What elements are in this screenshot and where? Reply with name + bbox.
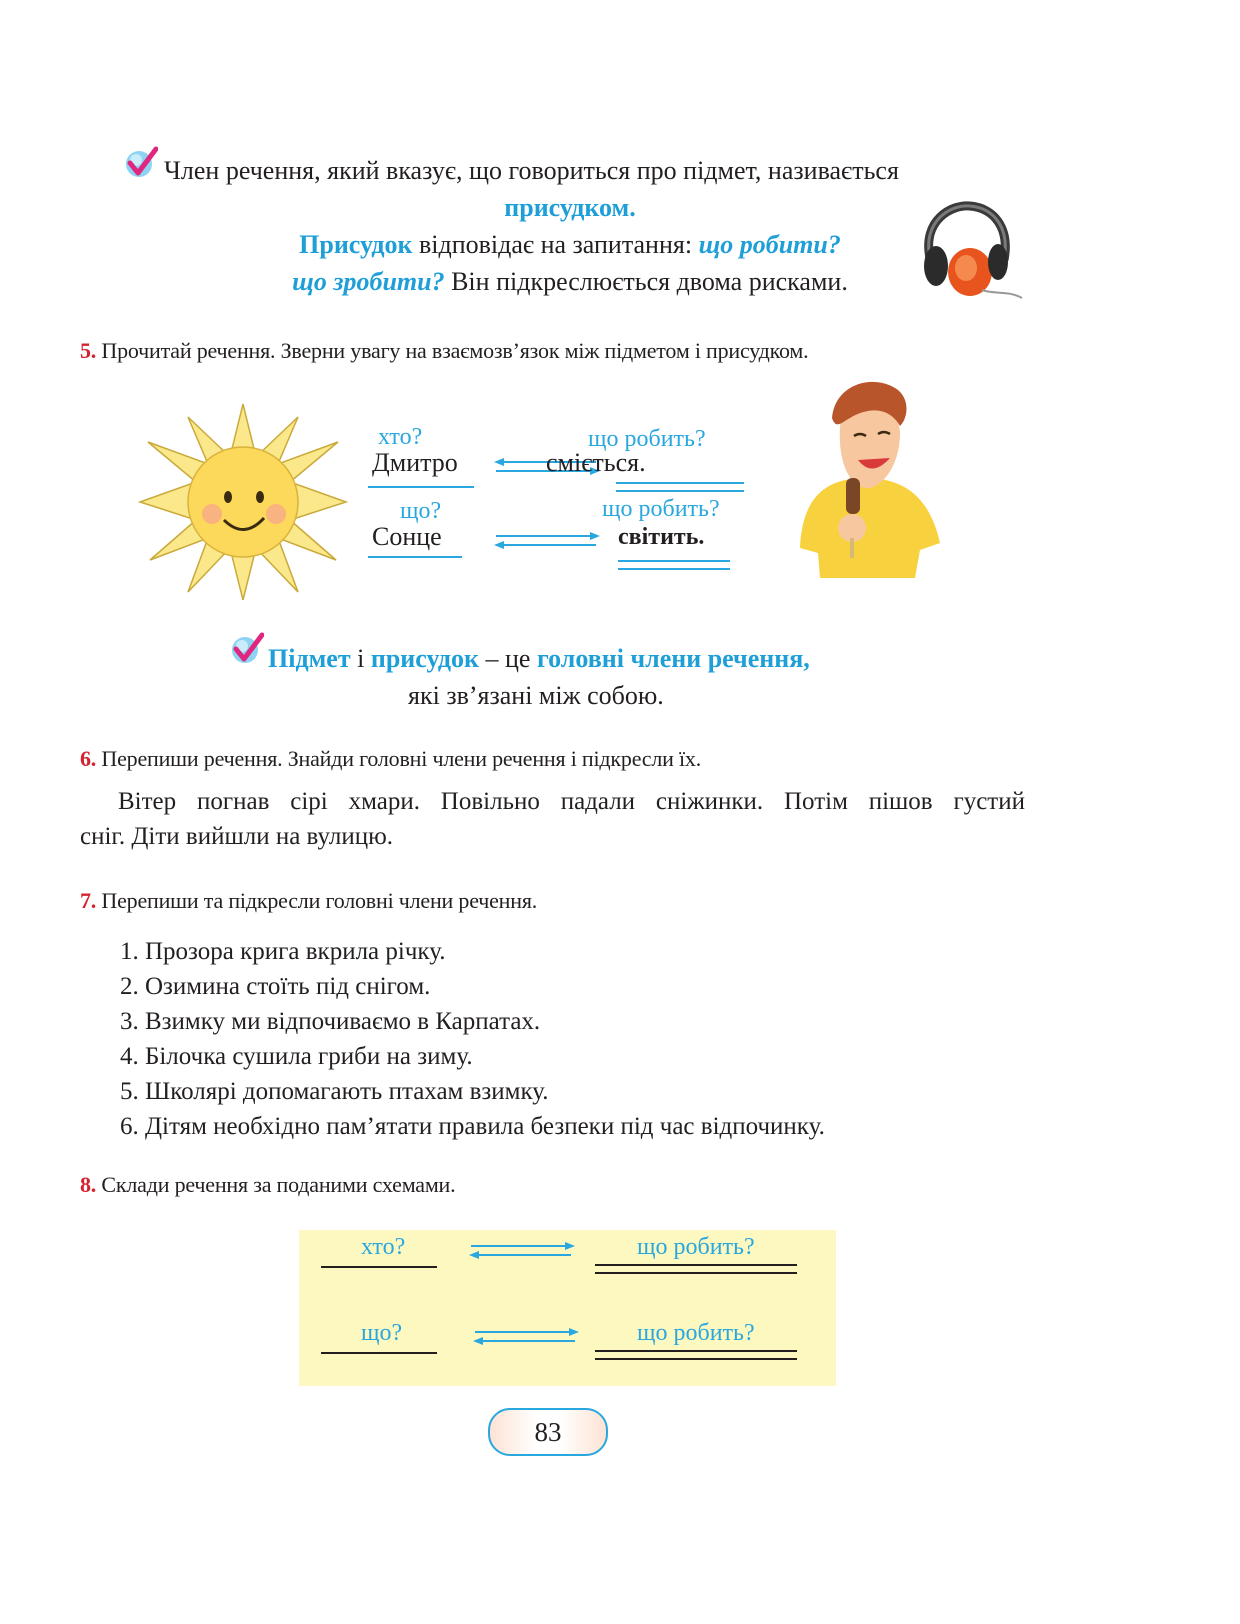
scheme2-predicate-line-1	[595, 1350, 797, 1352]
row1-subject-question: хто?	[378, 424, 423, 450]
row1-predicate-underline-1	[616, 482, 744, 484]
task-7	[80, 888, 537, 914]
rule-1-line1: Член речення, який вказує, що говориться про підмет, називається	[164, 156, 899, 185]
task-6-paragraph-line2: сніг. Діти вийшли на вулицю.	[80, 823, 394, 850]
rule-1-text: відповідає на запитання:	[412, 230, 699, 259]
task-5-number: 5.	[80, 338, 97, 363]
list-item: 5. Школярі допомагають птахам взимку.	[120, 1078, 549, 1105]
row1-predicate: сміється.	[546, 448, 646, 477]
row2-predicate: світить.	[618, 524, 705, 550]
task-6-number: 6.	[80, 746, 97, 771]
scheme1-subject-line	[321, 1266, 437, 1268]
row2-subject-underline	[368, 556, 462, 558]
task-6-instruction: Перепиши речення. Знайди головні члени речення і підкресли їх.	[101, 746, 702, 771]
rule-2-text: – це	[478, 644, 537, 673]
scheme1-predicate-line-2	[595, 1272, 797, 1274]
scheme1-subject-question: хто?	[361, 1234, 406, 1260]
scheme2-subject-question: що?	[361, 1320, 403, 1346]
list-item: 1. Прозора крига вкрила річку.	[120, 938, 446, 965]
task-6-paragraph	[80, 784, 1025, 854]
task-8	[80, 1172, 455, 1198]
row2-predicate-underline-2	[618, 568, 730, 570]
rule-1-text-2: Він підкреслюється двома рисками.	[444, 267, 848, 296]
row1-subject-underline	[368, 486, 474, 488]
task-6-paragraph-line1: Вітер погнав сірі хмари. Повільно падали сніжинки. Потім пішов густий	[118, 788, 1025, 815]
row2-double-arrow	[492, 530, 602, 552]
list-item: 4. Білочка сушила гриби на зиму.	[120, 1043, 473, 1070]
page-number: 83	[534, 1417, 562, 1447]
task-5-instruction: Прочитай речення. Зверни увагу на взаємозв’язок між підметом і присудком.	[101, 338, 809, 363]
list-item: 6. Дітям необхідно пам’ятати правила безпеки під час відпочинку.	[120, 1113, 825, 1140]
rule-2-conj: і	[350, 644, 371, 673]
scheme-box	[299, 1230, 836, 1386]
row2-subject-question: що?	[400, 498, 442, 524]
rule-1-term-2: Присудок	[299, 230, 413, 259]
rule-2-term-main: головні члени речення,	[536, 644, 810, 673]
rule-2-line2: які зв’язані між собою.	[408, 681, 664, 710]
rule-1-question-1: що робити?	[698, 230, 841, 259]
task-7-list	[120, 934, 825, 1144]
scheme2-subject-line	[321, 1352, 437, 1354]
rule-2-term-predicate: присудок	[370, 644, 479, 673]
scheme1-predicate-line-1	[595, 1264, 797, 1266]
sun-illustration	[138, 402, 348, 602]
scheme2-predicate-question: що робить?	[637, 1320, 755, 1346]
row2-predicate-question: що робить?	[602, 496, 720, 522]
rule-2-term-subject: Підмет	[268, 644, 351, 673]
rule-2	[230, 640, 1020, 714]
row1-subject: Дмитро	[372, 448, 458, 477]
row2-predicate-underline-1	[618, 560, 730, 562]
task-7-instruction: Перепиши та підкресли головні члени речення.	[101, 888, 538, 913]
rule-1-question-2: що зробити?	[292, 267, 445, 296]
task-6	[80, 746, 701, 772]
boy-illustration	[780, 378, 950, 578]
row1-predicate-underline-2	[616, 490, 744, 492]
list-item: 2. Озимина стоїть під снігом.	[120, 973, 431, 1000]
task-7-number: 7.	[80, 888, 97, 913]
rule-1-term: присудком.	[504, 193, 636, 222]
headphones-icon	[912, 200, 1027, 305]
rule-1	[150, 152, 990, 300]
row2-subject: Сонце	[372, 522, 442, 551]
list-item: 3. Взимку ми відпочиваємо в Карпатах.	[120, 1008, 541, 1035]
row1-predicate-question: що робить?	[588, 426, 706, 452]
scheme1-predicate-question: що робить?	[637, 1234, 755, 1260]
scheme2-double-arrow	[471, 1326, 581, 1348]
scheme2-predicate-line-2	[595, 1358, 797, 1360]
scheme1-double-arrow	[467, 1240, 577, 1262]
page-number-badge	[488, 1408, 608, 1456]
task-5	[80, 338, 808, 364]
task-8-number: 8.	[80, 1172, 97, 1197]
task-8-instruction: Склади речення за поданими схемами.	[101, 1172, 456, 1197]
